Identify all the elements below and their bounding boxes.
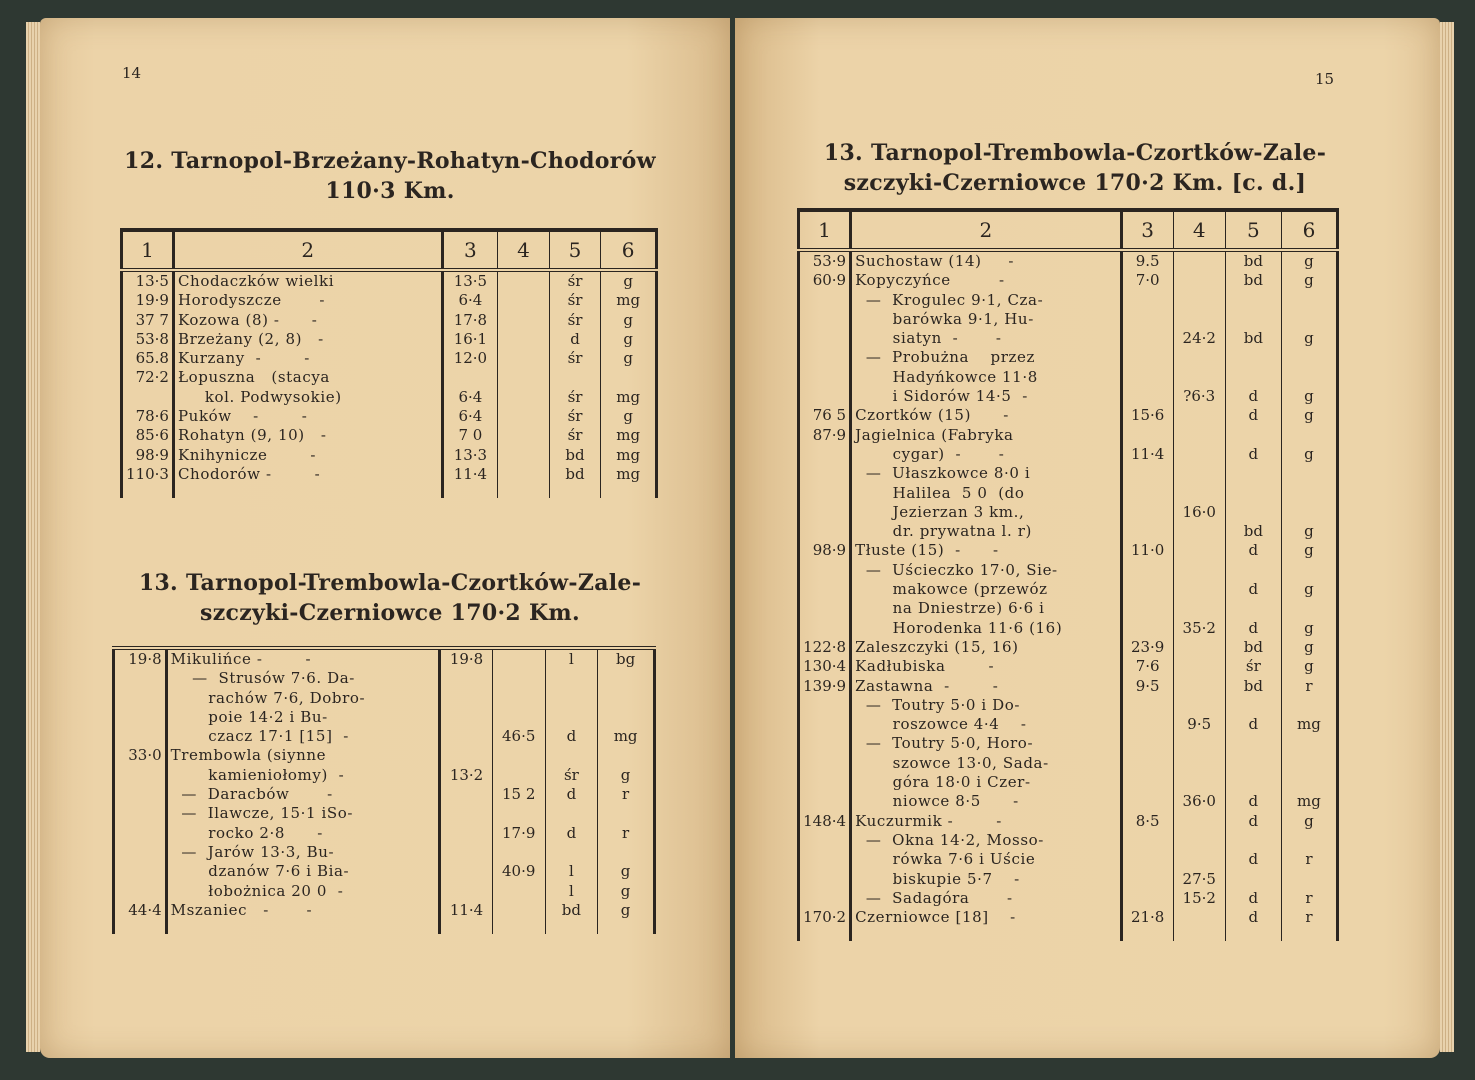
table-row [799, 250, 1338, 271]
accommodation-cell: śr [549, 407, 601, 426]
station-cell: Kuczurmik - - — Okna 14·2, Mosso- rówka 7·6 i Uście biskupie 5·7 - — Sadagóra - [851, 812, 1122, 908]
distance-cell: 72·2 [122, 368, 174, 407]
col-header-2: 2 [851, 210, 1122, 250]
table-row [799, 812, 1338, 908]
note-cell: g r r g g [598, 746, 655, 900]
note-cell: g g g [1281, 271, 1337, 406]
col-header-4: 4 [1173, 210, 1225, 250]
segment-cell: 13·2 [440, 746, 493, 900]
distance-cell: 98·9 [122, 446, 174, 465]
segment-cell: 17·8 [442, 311, 498, 330]
station-cell: Suchostaw (14) - [851, 250, 1122, 271]
segment-cell: 6·4 [442, 407, 498, 426]
segment-cell: 9.5 [1121, 250, 1173, 271]
table13-continued-title-line2: szczyki-Czerniowce 170·2 Km. [c. d.] [843, 170, 1307, 196]
note-cell: g [601, 270, 657, 291]
accommodation-cell: śr [549, 270, 601, 291]
station-cell: Trembowla (siynne kamieniołomy) - — Daracbów - — Ilawcze, 15·1 iSo- rocko 2·8 - — Jarów 13·3, Bu- dzanów 7·6 i Bia- łobożnica 20 0 - [166, 746, 440, 900]
note-cell: g [1281, 406, 1337, 425]
note-cell: bg mg [598, 650, 655, 746]
distance-cell: 33·0 [114, 746, 167, 900]
station-cell: Kozowa (8) - - [173, 311, 442, 330]
col-header-3: 3 [1121, 210, 1173, 250]
table-row [122, 330, 657, 349]
note-cell: g g g [1281, 541, 1337, 637]
distance-cell: 110·3 [122, 465, 174, 498]
page-edge-right [1440, 22, 1454, 1052]
note-cell: mg [601, 446, 657, 465]
note-cell: mg [601, 291, 657, 310]
table-row [122, 368, 657, 407]
table12-title [110, 146, 670, 206]
note-cell: g r r [1281, 812, 1337, 908]
note-cell: g [601, 349, 657, 368]
station-cell: Kopyczyńce - — Krogulec 9·1, Cza- barówka 9·1, Hu- siatyn - - — Probużna przez Hadyńkowce 11·8 i Sidorów 14·5 - [851, 271, 1122, 406]
col-header-6: 6 [601, 230, 657, 270]
station-cell: Brzeżany (2, 8) - [173, 330, 442, 349]
distance-cell: 85·6 [122, 426, 174, 445]
segment-cell: 11·4 [442, 465, 498, 498]
note-cell: g [1281, 250, 1337, 271]
accommodation-cell: bd [549, 465, 601, 498]
segment-cell: 7 0 [442, 426, 498, 445]
note-cell: g [601, 330, 657, 349]
segment-cell: 15·6 [1121, 406, 1173, 425]
segment-cell: 13·3 [442, 446, 498, 465]
table-row [114, 901, 655, 934]
accommodation-cell: bd [1225, 250, 1281, 271]
segment-cell: 11·4 [1121, 426, 1173, 542]
station-cell: Mikulińce - - — Strusów 7·6. Da- rachów 7·6, Dobro- poie 14·2 i Bu- czacz 17·1 [15] - [166, 650, 440, 746]
table-row [799, 677, 1338, 812]
distance-cell: 19·8 [114, 650, 167, 746]
distance-cell: 122·8 [799, 638, 851, 657]
accommodation-cell: d d d [1225, 541, 1281, 637]
accommodation-cell: d [1225, 908, 1281, 941]
page-number-right: 15 [1315, 70, 1335, 88]
note-cell: g [1281, 638, 1337, 657]
table-row [799, 426, 1338, 542]
branch-cell [1173, 406, 1225, 425]
distance-cell: 53·8 [122, 330, 174, 349]
station-cell: Czortków (15) - [851, 406, 1122, 425]
note-cell: mg [601, 426, 657, 445]
station-cell: Tłuste (15) - - — Uścieczko 17·0, Sie- makowce (przewóz na Dniestrze) 6·6 i Horodenka 11·6 (16) [851, 541, 1122, 637]
table12 [120, 228, 658, 498]
table13-part1 [112, 646, 656, 934]
distance-cell: 148·4 [799, 812, 851, 908]
distance-cell: 44·4 [114, 901, 167, 934]
branch-cell [498, 291, 549, 310]
note-cell: mg [601, 465, 657, 498]
segment-cell: 7·0 [1121, 271, 1173, 406]
segment-cell: 23·9 [1121, 638, 1173, 657]
distance-cell: 76 5 [799, 406, 851, 425]
distance-cell: 87·9 [799, 426, 851, 542]
table13-title-line2: szczyki-Czerniowce 170·2 Km. [200, 600, 580, 626]
table-row [122, 270, 657, 291]
distance-cell: 53·9 [799, 250, 851, 271]
col-header-3: 3 [442, 230, 498, 270]
table-row [122, 465, 657, 498]
page-number-left: 14 [122, 64, 142, 82]
table-row [122, 311, 657, 330]
accommodation-cell: śr [1225, 657, 1281, 676]
page-edge-left [26, 22, 40, 1052]
note-cell: g [1281, 657, 1337, 676]
branch-cell [498, 311, 549, 330]
station-cell: Kurzany - - [173, 349, 442, 368]
accommodation-cell: d [1225, 406, 1281, 425]
note-cell: g [598, 901, 655, 934]
note-cell: r [1281, 908, 1337, 941]
station-cell: Puków - - [173, 407, 442, 426]
branch-cell [498, 270, 549, 291]
table12-title-line1: 12. Tarnopol-Brzeżany-Rohatyn-Chodorów [124, 148, 656, 174]
accommodation-cell: śr [549, 349, 601, 368]
branch-cell: 46·5 [492, 650, 545, 746]
table-row [114, 746, 655, 900]
distance-cell: 60·9 [799, 271, 851, 406]
table13-header-row [799, 210, 1338, 250]
segment-cell: 11·4 [440, 901, 493, 934]
accommodation-cell: bd [545, 901, 598, 934]
branch-cell: 24·2 ?6·3 [1173, 271, 1225, 406]
accommodation-cell: d bd [1225, 426, 1281, 542]
table13-title [110, 568, 670, 628]
branch-cell [498, 426, 549, 445]
branch-cell [498, 446, 549, 465]
station-cell: Zastawna - - — Toutry 5·0 i Do- roszowce 4·4 - — Toutry 5·0, Horo- szowce 13·0, Sada- góra 18·0 i Czer- niowce 8·5 - [851, 677, 1122, 812]
station-cell: Chodorów - - [173, 465, 442, 498]
station-cell: Knihynicze - [173, 446, 442, 465]
segment-cell: 11·0 [1121, 541, 1173, 637]
note-cell: mg [601, 368, 657, 407]
station-cell: Łopuszna (stacya kol. Podwysokie) [173, 368, 442, 407]
col-header-5: 5 [1225, 210, 1281, 250]
table-row [799, 638, 1338, 657]
col-header-1: 1 [122, 230, 174, 270]
col-header-2: 2 [173, 230, 442, 270]
branch-cell [1173, 657, 1225, 676]
branch-cell [1173, 908, 1225, 941]
table-row [122, 349, 657, 368]
branch-cell: 27·5 15·2 [1173, 812, 1225, 908]
note-cell: r mg mg [1281, 677, 1337, 812]
table-row [799, 541, 1338, 637]
table12-header-row [122, 230, 657, 270]
segment-cell: 16·1 [442, 330, 498, 349]
accommodation-cell: śr d d l l [545, 746, 598, 900]
branch-cell [498, 330, 549, 349]
segment-cell: 6·4 [442, 368, 498, 407]
note-cell: g [601, 311, 657, 330]
station-cell: Chodaczków wielki [173, 270, 442, 291]
segment-cell: 7·6 [1121, 657, 1173, 676]
distance-cell: 130·4 [799, 657, 851, 676]
segment-cell: 19·8 [440, 650, 493, 746]
branch-cell: 35·2 [1173, 541, 1225, 637]
station-cell: Jagielnica (Fabryka cygar) - - — Ułaszkowce 8·0 i Halilea 5 0 (do Jezierzan 3 km., dr. prywatna l. r) [851, 426, 1122, 542]
right-page [735, 18, 1440, 1058]
distance-cell: 98·9 [799, 541, 851, 637]
col-header-5: 5 [549, 230, 601, 270]
table-row [122, 426, 657, 445]
branch-cell [1173, 638, 1225, 657]
branch-cell: 16·0 [1173, 426, 1225, 542]
distance-cell: 13·5 [122, 270, 174, 291]
branch-cell [498, 465, 549, 498]
table-row [799, 271, 1338, 406]
table-row [799, 657, 1338, 676]
distance-cell: 170·2 [799, 908, 851, 941]
accommodation-cell: d [549, 330, 601, 349]
accommodation-cell: bd d d [1225, 677, 1281, 812]
table-row [114, 650, 655, 746]
branch-cell [498, 407, 549, 426]
station-cell: Czerniowce [18] - [851, 908, 1122, 941]
table13-continued-title-line1: 13. Tarnopol-Trembowla-Czortków-Zale- [823, 140, 1327, 166]
table13-title-line1: 13. Tarnopol-Trembowla-Czortków-Zale- [138, 570, 642, 596]
accommodation-cell: bd bd d [1225, 271, 1281, 406]
table12-title-line2: 110·3 Km. [325, 178, 455, 204]
distance-cell: 37 7 [122, 311, 174, 330]
left-page [40, 18, 730, 1058]
segment-cell: 6·4 [442, 291, 498, 310]
station-cell: Rohatyn (9, 10) - [173, 426, 442, 445]
table-row [122, 291, 657, 310]
station-cell: Horodyszcze - [173, 291, 442, 310]
branch-cell [492, 901, 545, 934]
col-header-6: 6 [1281, 210, 1337, 250]
table-row [122, 407, 657, 426]
segment-cell: 12·0 [442, 349, 498, 368]
segment-cell: 9·5 [1121, 677, 1173, 812]
distance-cell: 65.8 [122, 349, 174, 368]
branch-cell: 9·5 36·0 [1173, 677, 1225, 812]
accommodation-cell: bd [549, 446, 601, 465]
accommodation-cell: śr [549, 368, 601, 407]
distance-cell: 78·6 [122, 407, 174, 426]
accommodation-cell: śr [549, 291, 601, 310]
distance-cell: 19·9 [122, 291, 174, 310]
branch-cell [498, 368, 549, 407]
accommodation-cell: śr [549, 426, 601, 445]
table-row [799, 908, 1338, 941]
table13-part2 [797, 208, 1339, 941]
col-header-1: 1 [799, 210, 851, 250]
accommodation-cell: bd [1225, 638, 1281, 657]
branch-cell: 15 2 17·9 40·9 [492, 746, 545, 900]
note-cell: g g [1281, 426, 1337, 542]
accommodation-cell: śr [549, 311, 601, 330]
segment-cell: 8·5 [1121, 812, 1173, 908]
station-cell: Zaleszczyki (15, 16) [851, 638, 1122, 657]
segment-cell: 21·8 [1121, 908, 1173, 941]
accommodation-cell: d d d [1225, 812, 1281, 908]
accommodation-cell: l d [545, 650, 598, 746]
table-row [799, 406, 1338, 425]
segment-cell: 13·5 [442, 270, 498, 291]
table-row [122, 446, 657, 465]
table13-continued-title [775, 138, 1375, 198]
branch-cell [498, 349, 549, 368]
station-cell: Mszaniec - - [166, 901, 440, 934]
note-cell: g [601, 407, 657, 426]
col-header-4: 4 [498, 230, 549, 270]
distance-cell: 139·9 [799, 677, 851, 812]
branch-cell [1173, 250, 1225, 271]
station-cell: Kadłubiska - [851, 657, 1122, 676]
